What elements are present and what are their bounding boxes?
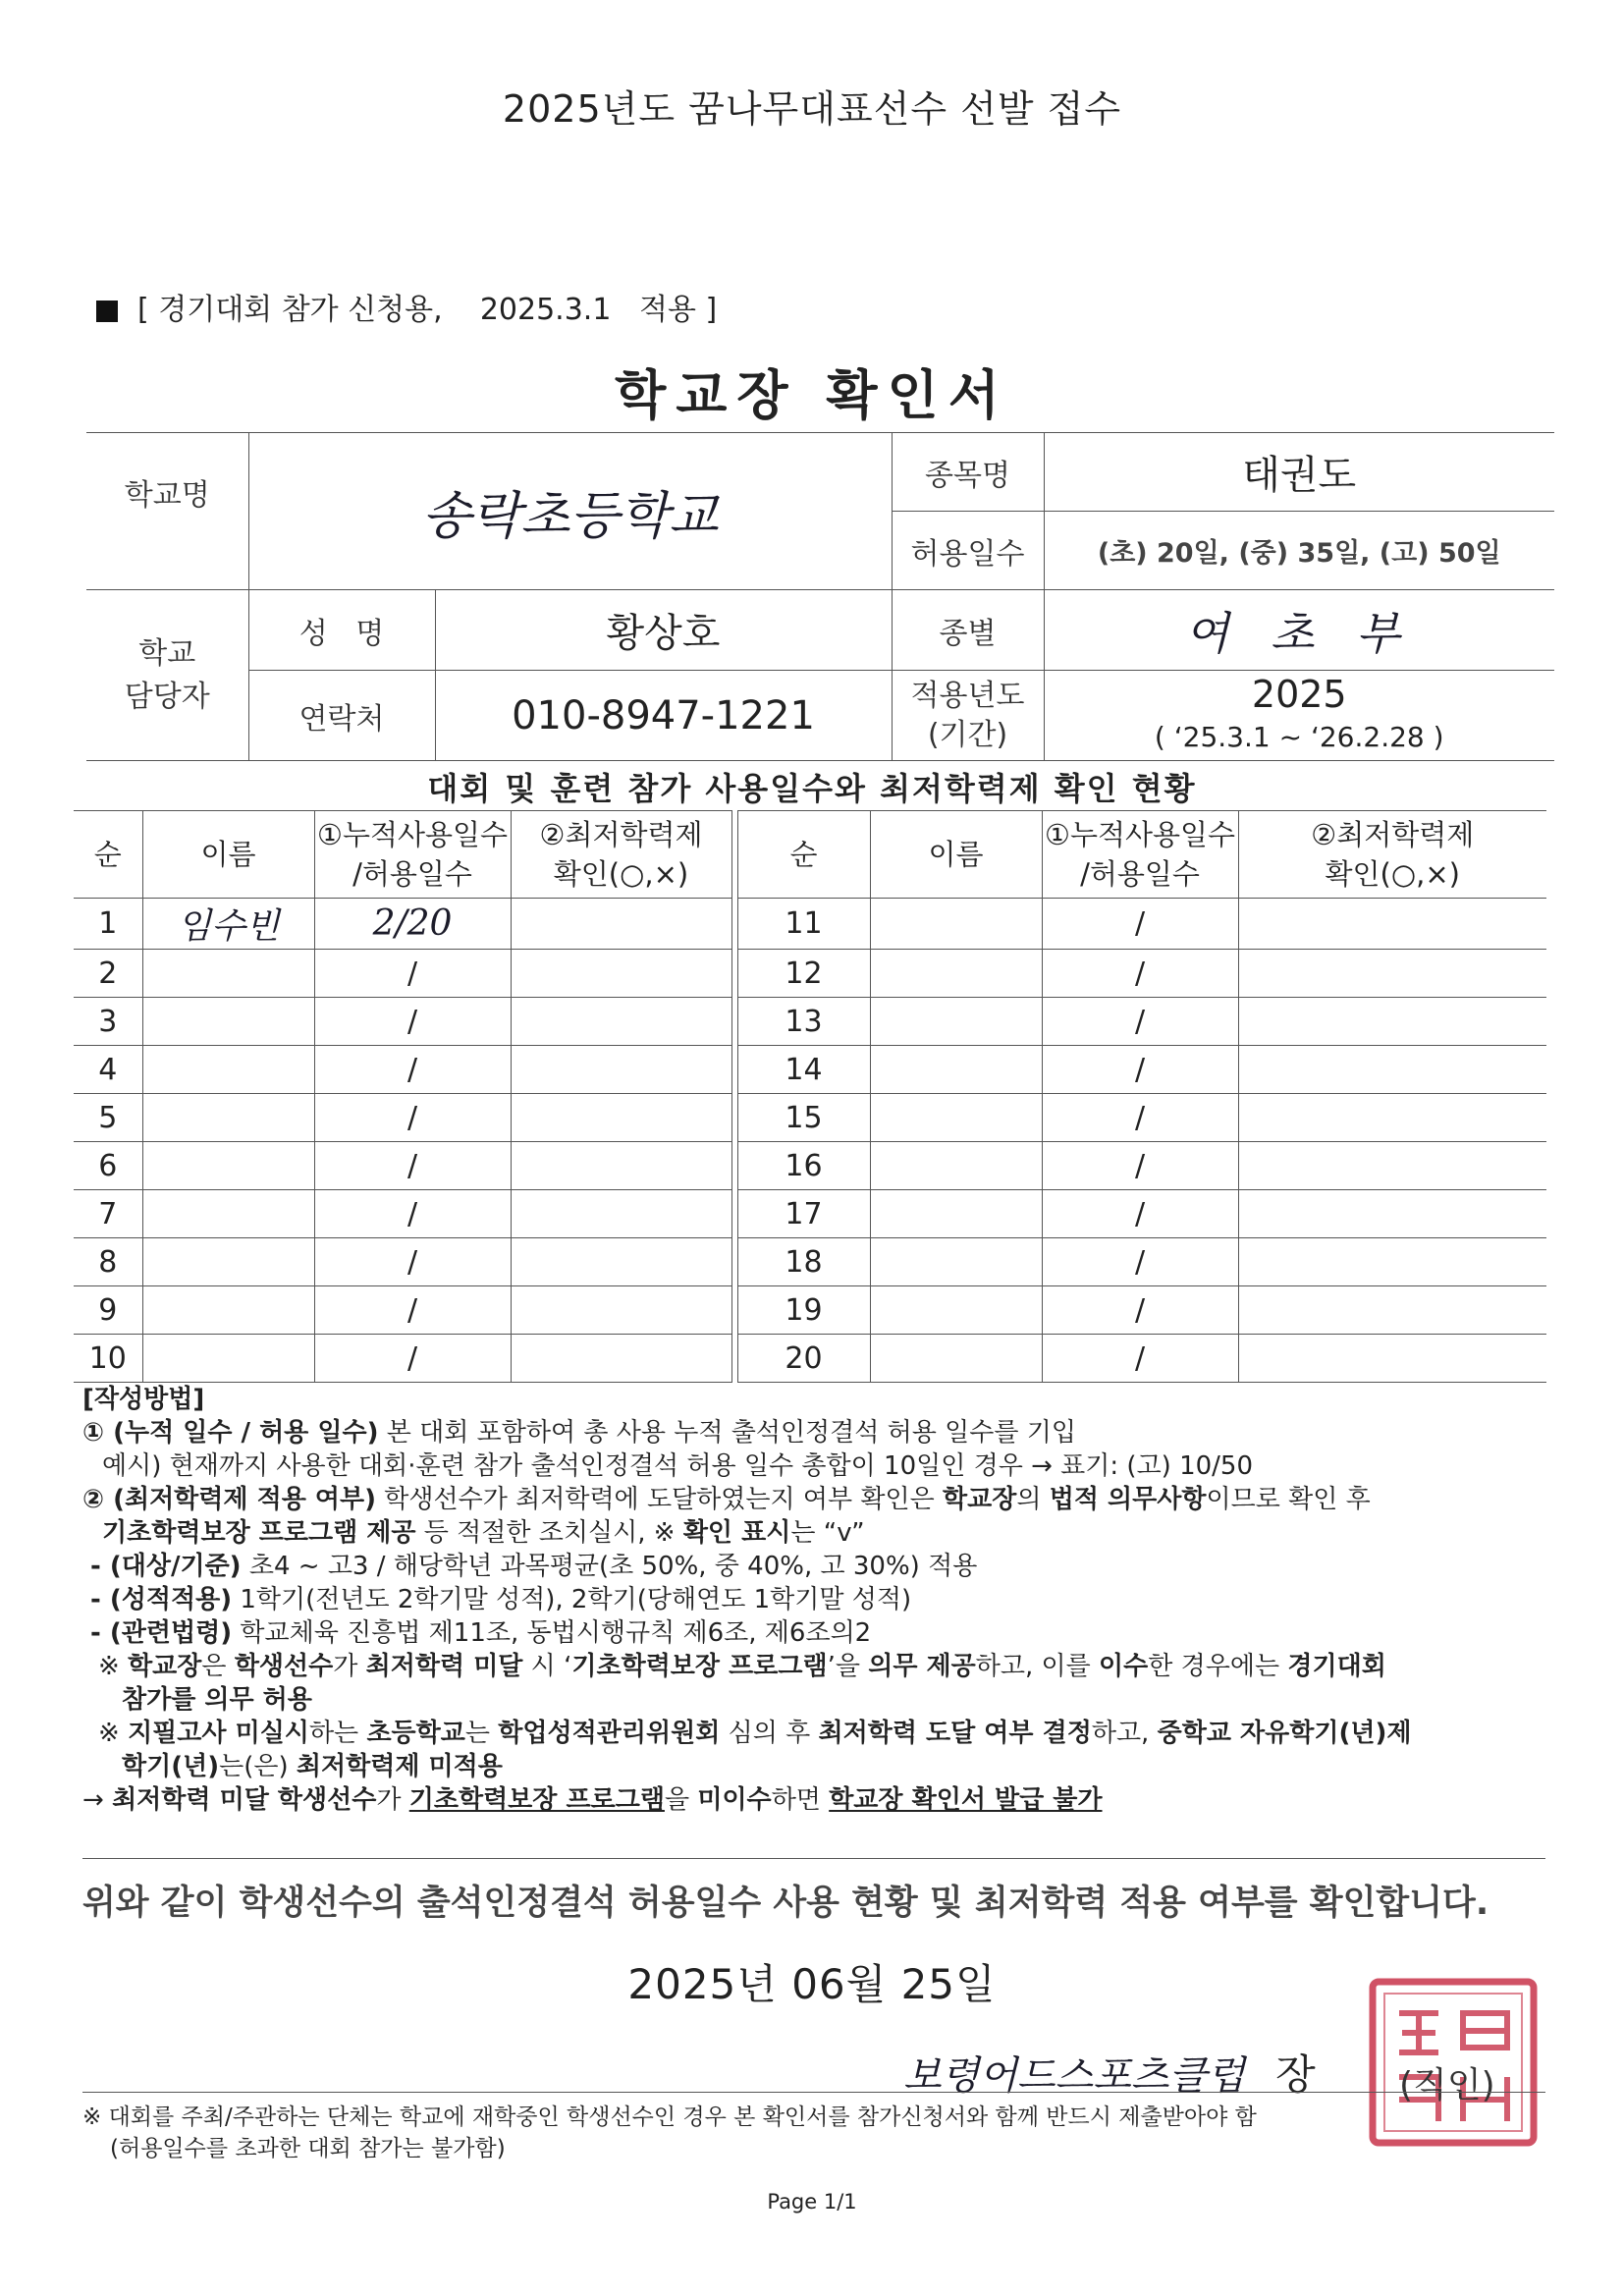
row-min-check	[1238, 899, 1546, 950]
header-min: ②최저학력제 확인(○,×)	[511, 811, 731, 899]
row-name	[870, 1286, 1042, 1335]
row-name	[870, 1094, 1042, 1142]
row-days: /	[1042, 1238, 1238, 1286]
year-value: 2025	[1251, 672, 1347, 716]
row-days: /	[1042, 1094, 1238, 1142]
row-days: /	[314, 1286, 511, 1335]
row-name	[142, 950, 314, 998]
year-cell	[1044, 671, 1554, 761]
row-min-check	[1238, 1046, 1546, 1094]
event-value: 태권도	[1044, 433, 1554, 512]
school-name-label: 학교명	[86, 433, 248, 590]
header-days-right: ①누적사용일수 /허용일수	[1042, 811, 1238, 899]
row-min-check	[511, 1046, 731, 1094]
row-min-check	[1238, 1286, 1546, 1335]
usage-section-title: 대회 및 훈련 참가 사용일수와 최저학력제 확인 현황	[427, 770, 1197, 807]
row-min-check	[511, 998, 731, 1046]
row-min-check	[1238, 1238, 1546, 1286]
notes-heading: [작성방법]	[82, 1385, 205, 1414]
school-name-value: 송락초등학교	[248, 433, 892, 590]
row-name	[142, 1335, 314, 1383]
table-row	[74, 1286, 1546, 1335]
row-days: /	[1042, 1046, 1238, 1094]
issue-date: 2025년 06월 25일	[627, 1960, 997, 2008]
row-min-check	[511, 1190, 731, 1238]
row-number: 20	[737, 1335, 870, 1383]
name-label: 성 명	[248, 590, 435, 671]
table-row	[74, 998, 1546, 1046]
contact-label: 연락처	[248, 671, 435, 761]
note-grade: - (성적적용) 1학기(전년도 2학기말 성적), 2학기(당해연도 1학기말 성적)	[90, 1585, 912, 1614]
row-days: 2/20	[314, 899, 511, 950]
row-days: /	[314, 950, 511, 998]
row-number: 8	[74, 1238, 142, 1286]
table-row	[74, 1335, 1546, 1383]
table-row	[74, 1094, 1546, 1142]
row-min-check	[511, 1094, 731, 1142]
footnote-rule	[82, 2092, 1545, 2093]
table-row	[74, 950, 1546, 998]
note-2-line2: 기초학력보장 프로그램 제공 등 적절한 조치실시, ※ 확인 표시는 “v”	[102, 1518, 865, 1548]
contact-value: 010-8947-1221	[435, 671, 892, 761]
allow-days-label: 허용일수	[892, 512, 1044, 590]
signature-title: 장	[1275, 2050, 1316, 2099]
row-number: 2	[74, 950, 142, 998]
row-days: /	[314, 1335, 511, 1383]
row-min-check	[1238, 1335, 1546, 1383]
row-number: 13	[737, 998, 870, 1046]
row-number: 9	[74, 1286, 142, 1335]
row-name	[870, 1190, 1042, 1238]
note-principal-line2: 참가를 의무 허용	[122, 1685, 312, 1715]
square-bullet-icon	[96, 301, 118, 322]
row-days: /	[1042, 1286, 1238, 1335]
table-row	[74, 1046, 1546, 1094]
header-no-right: 순	[737, 811, 870, 899]
signature-line	[903, 2043, 1316, 2102]
row-min-check	[511, 1335, 731, 1383]
row-name	[870, 1335, 1042, 1383]
row-name	[142, 1190, 314, 1238]
footnote-line-1: ※ 대회를 주최/주관하는 단체는 학교에 재학중인 학생선수인 경우 본 확인서를 참가신청서와 함께 반드시 제출받아야 함	[82, 2105, 1257, 2130]
row-name	[142, 1238, 314, 1286]
row-number: 11	[737, 899, 870, 950]
row-number: 4	[74, 1046, 142, 1094]
row-min-check	[511, 950, 731, 998]
note-1-example: 예시) 현재까지 사용한 대회·훈련 참가 출석인정결석 허용 일수 총합이 10일인 경우 → 표기: (고) 10/50	[102, 1451, 1254, 1481]
usage-table	[74, 810, 1546, 1383]
info-table	[86, 432, 1554, 761]
row-min-check	[511, 1142, 731, 1190]
row-number: 5	[74, 1094, 142, 1142]
row-days: /	[1042, 1335, 1238, 1383]
row-days: /	[314, 1046, 511, 1094]
note-2: ② (최저학력제 적용 여부) 학생선수가 최저학력에 도달하였는지 여부 확인은 학교장의 법적 의무사항이므로 확인 후	[82, 1485, 1371, 1514]
table-row	[74, 1142, 1546, 1190]
note-law: - (관련법령) 학교체육 진흥법 제11조, 동법시행규칙 제6조, 제6조의2	[90, 1618, 872, 1648]
row-number: 6	[74, 1142, 142, 1190]
confirmation-rule	[82, 1858, 1545, 1859]
note-arrow: → 최저학력 미달 학생선수가 기초학력보장 프로그램을 미이수하면 학교장 확인서 발급 불가	[82, 1785, 1103, 1815]
category-value: 여 초 부	[1044, 590, 1554, 671]
page-number: Page 1/1	[767, 2190, 857, 2214]
row-name	[142, 1046, 314, 1094]
row-days: /	[314, 1142, 511, 1190]
row-name	[142, 1094, 314, 1142]
note-principal: ※ 학교장은 학생선수가 최저학력 미달 시 ‘기초학력보장 프로그램’을 의무 제공하고, 이를 이수한 경우에는 경기대회	[98, 1652, 1386, 1681]
header-name: 이름	[142, 811, 314, 899]
top-title: 2025년도 꿈나무대표선수 선발 접수	[502, 87, 1122, 131]
row-days: /	[1042, 1142, 1238, 1190]
row-min-check	[511, 1286, 731, 1335]
header-days: ①누적사용일수 /허용일수	[314, 811, 511, 899]
row-name	[870, 950, 1042, 998]
row-days: /	[1042, 899, 1238, 950]
row-days: /	[1042, 998, 1238, 1046]
row-number: 14	[737, 1046, 870, 1094]
row-min-check	[511, 899, 731, 950]
header-name-right: 이름	[870, 811, 1042, 899]
seal-label: (직인)	[1399, 2065, 1495, 2105]
row-days: /	[314, 1238, 511, 1286]
footnote-line-2: (허용일수를 초과한 대회 참가는 불가함)	[110, 2136, 506, 2161]
row-number: 19	[737, 1286, 870, 1335]
year-label: 적용년도 (기간)	[892, 671, 1044, 761]
row-number: 3	[74, 998, 142, 1046]
row-number: 10	[74, 1335, 142, 1383]
row-number: 7	[74, 1190, 142, 1238]
row-days: /	[1042, 1190, 1238, 1238]
application-line	[96, 285, 717, 328]
row-number: 16	[737, 1142, 870, 1190]
row-number: 15	[737, 1094, 870, 1142]
usage-body	[74, 899, 1546, 1383]
row-number: 17	[737, 1190, 870, 1238]
row-name	[142, 1142, 314, 1190]
header-min-right: ②최저학력제 확인(○,×)	[1238, 811, 1546, 899]
row-min-check	[1238, 998, 1546, 1046]
note-1: ① (누적 일수 / 허용 일수) 본 대회 포함하여 총 사용 누적 출석인정결석 허용 일수를 기입	[82, 1418, 1077, 1448]
row-days: /	[314, 998, 511, 1046]
row-name	[142, 998, 314, 1046]
row-name	[870, 1142, 1042, 1190]
row-min-check	[1238, 950, 1546, 998]
name-value: 황상호	[435, 590, 892, 671]
category-label: 종별	[892, 590, 1044, 671]
confirmation-text: 위와 같이 학생선수의 출석인정결석 허용일수 사용 현황 및 최저학력 적용 여부를 확인합니다.	[82, 1884, 1489, 1923]
row-min-check	[1238, 1142, 1546, 1190]
row-name	[870, 998, 1042, 1046]
table-row	[74, 1190, 1546, 1238]
row-number: 1	[74, 899, 142, 950]
writing-instructions	[82, 1383, 1555, 1817]
row-days: /	[314, 1094, 511, 1142]
application-text: [ 경기대회 참가 신청용, 2025.3.1 적용 ]	[137, 293, 718, 327]
document-title: 학교장 확인서	[615, 364, 1009, 426]
row-days: /	[1042, 950, 1238, 998]
row-name	[870, 1046, 1042, 1094]
signature-org: 보령어드스포츠클럽	[903, 2053, 1245, 2099]
table-row	[74, 1238, 1546, 1286]
row-name	[870, 899, 1042, 950]
header-no: 순	[74, 811, 142, 899]
note-exam-line2: 학기(년)는(은) 최저학력제 미적용	[122, 1752, 503, 1781]
allow-days-value: (초) 20일, (중) 35일, (고) 50일	[1044, 512, 1554, 590]
period-value: ( ‘25.3.1 ~ ‘26.2.28 )	[1154, 720, 1444, 753]
row-name	[870, 1238, 1042, 1286]
row-days: /	[314, 1190, 511, 1238]
table-row	[74, 899, 1546, 950]
row-min-check	[1238, 1094, 1546, 1142]
row-number: 12	[737, 950, 870, 998]
row-min-check	[1238, 1190, 1546, 1238]
note-exam: ※ 지필고사 미실시하는 초등학교는 학업성적관리위원회 심의 후 최저학력 도달 여부 결정하고, 중학교 자유학기(년)제	[98, 1719, 1412, 1748]
footnote	[82, 2102, 1555, 2164]
row-name: 임수빈	[142, 899, 314, 950]
manager-label: 학교 담당자	[86, 590, 248, 761]
note-target: - (대상/기준) 초4 ~ 고3 / 해당학년 과목평균(초 50%, 중 40%, 고 30%) 적용	[90, 1552, 978, 1581]
row-name	[142, 1286, 314, 1335]
event-label: 종목명	[892, 433, 1044, 512]
row-number: 18	[737, 1238, 870, 1286]
row-min-check	[511, 1238, 731, 1286]
